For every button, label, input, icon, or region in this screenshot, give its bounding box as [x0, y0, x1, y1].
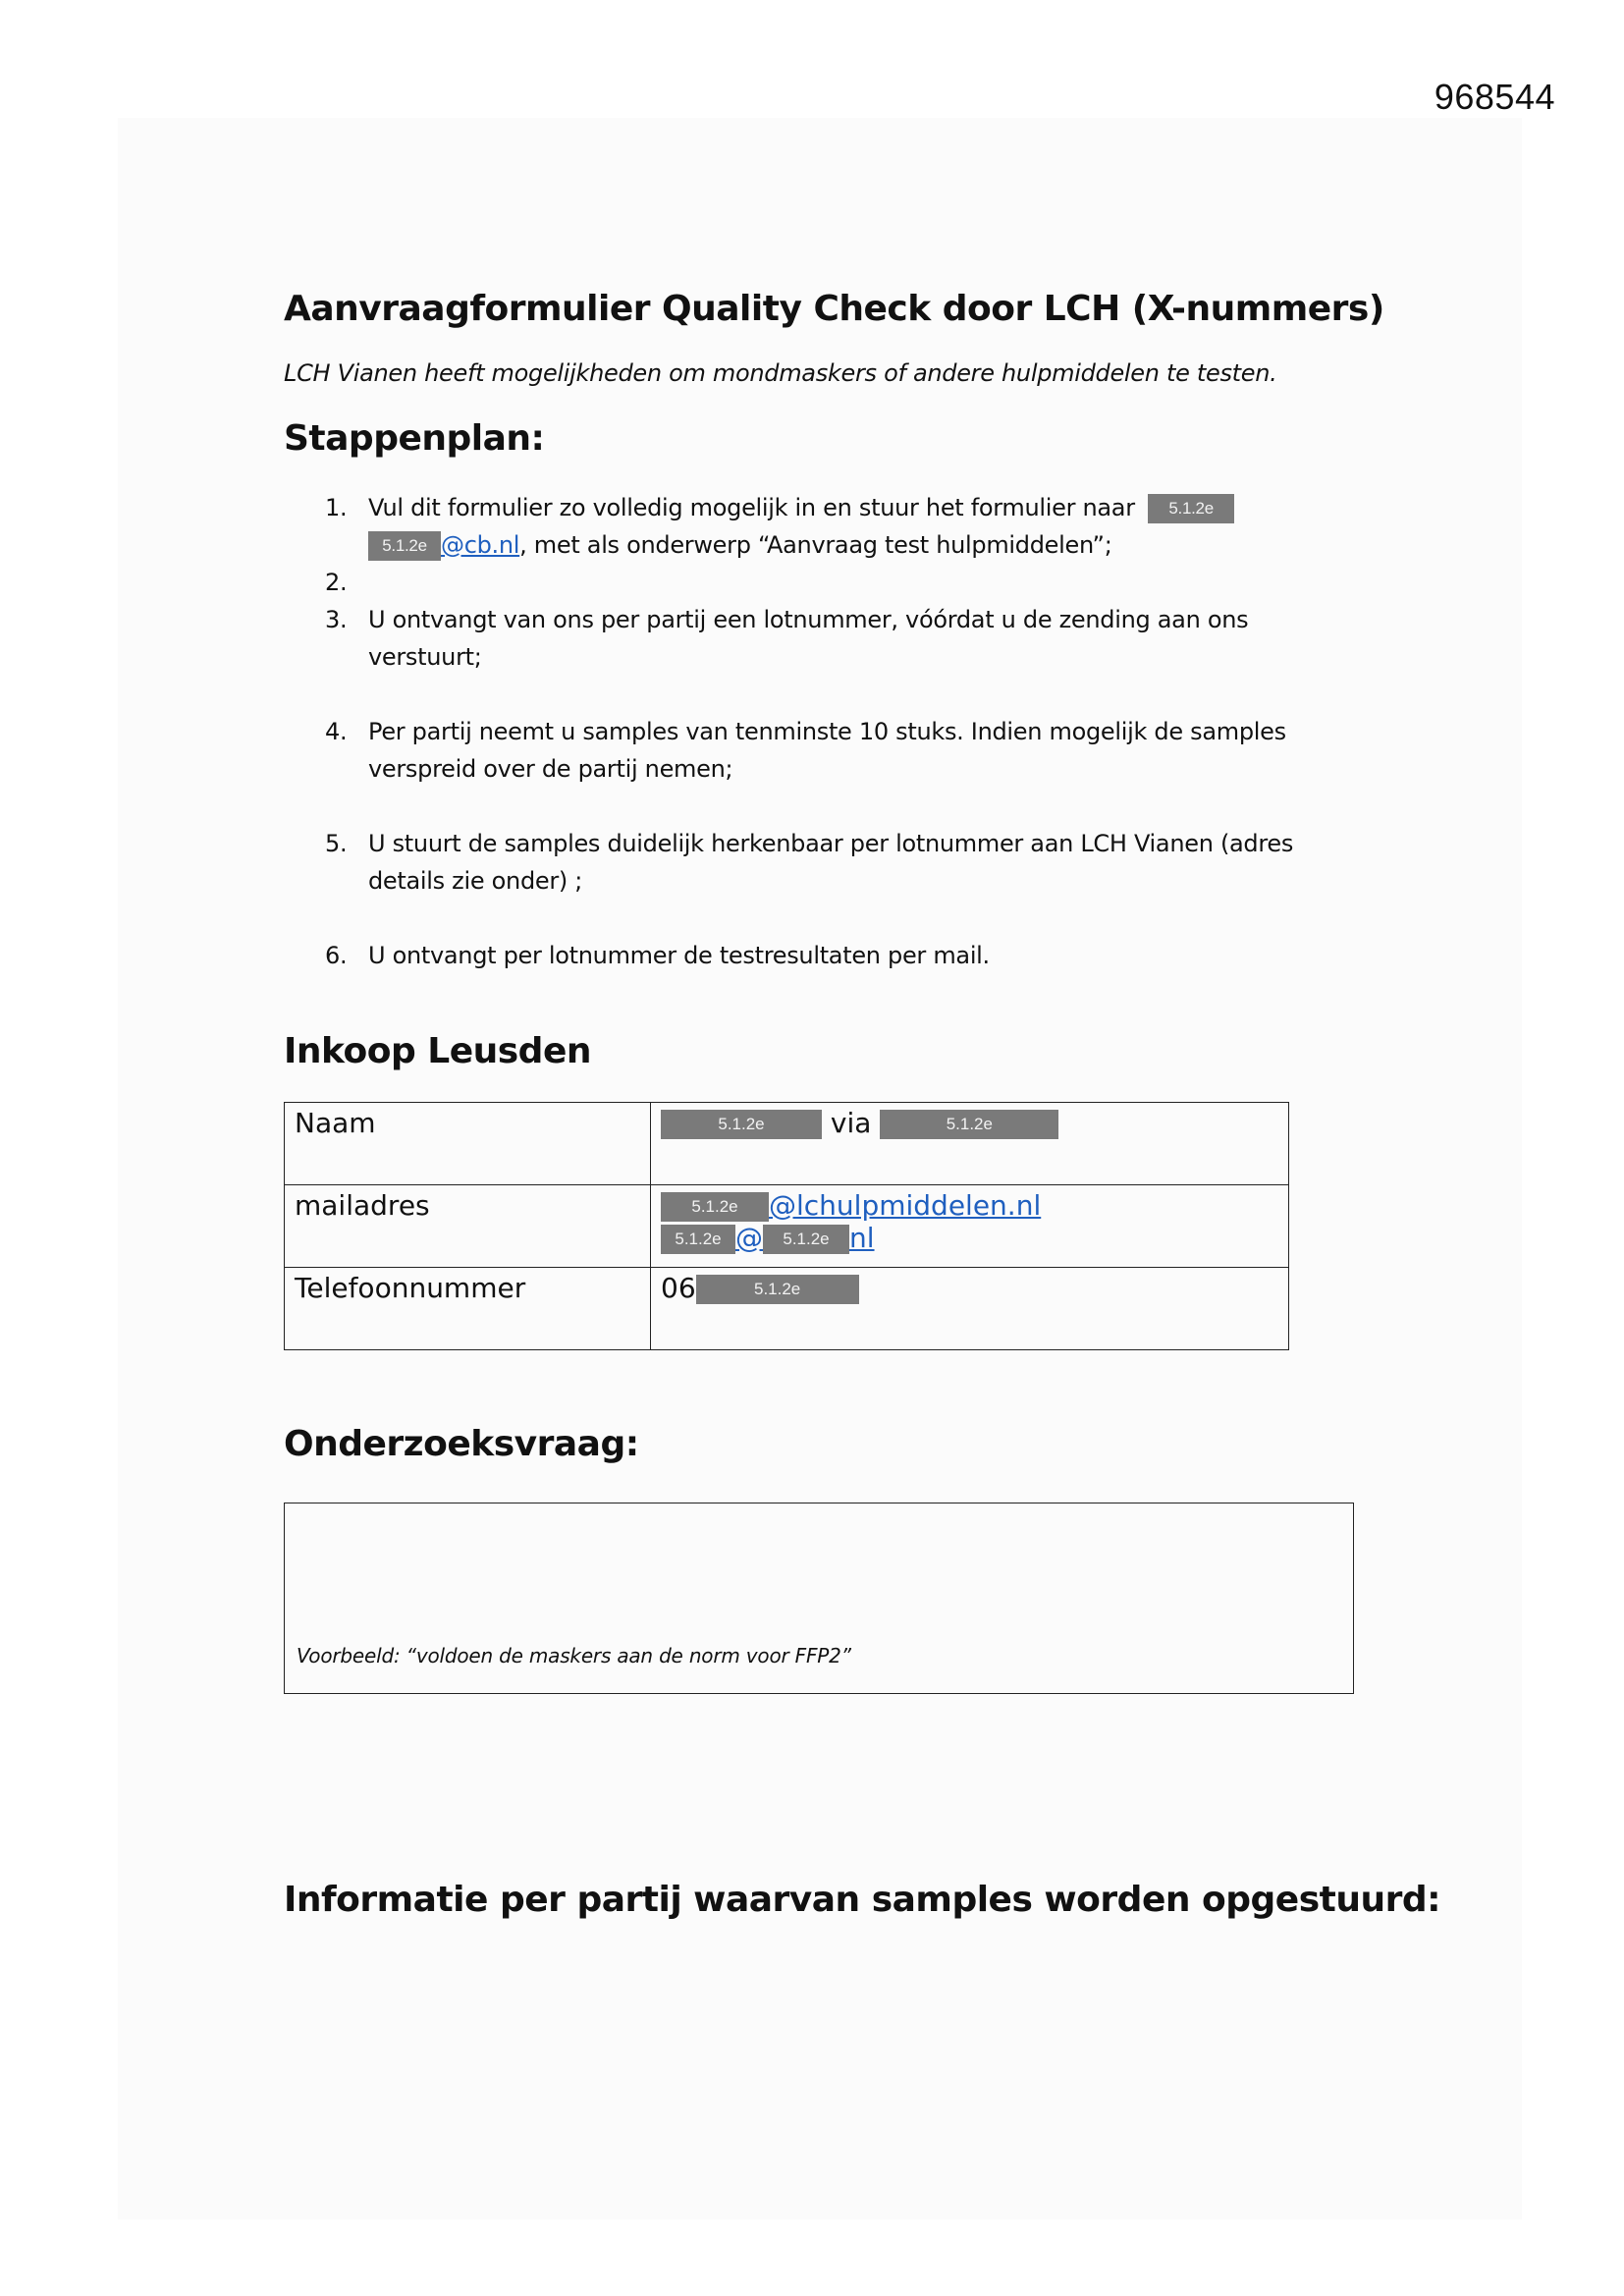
mail-label: mailadres [285, 1185, 651, 1268]
table-row [285, 1268, 1289, 1350]
naam-via: via [830, 1107, 872, 1139]
step-number: 3. [325, 606, 348, 633]
step-number: 4. [325, 718, 348, 745]
redaction-block: 5.1.2e [696, 1275, 859, 1304]
step-text: Per partij neemt u samples van tenminste 10 stuks. Indien mogelijk de samples verspreid over de partij nemen; [368, 718, 1286, 783]
step-text [368, 489, 1311, 564]
email-link[interactable]: @cb.nl [441, 531, 520, 559]
mail-value [651, 1185, 1289, 1268]
email-link-tld[interactable]: nl [849, 1222, 875, 1254]
naam-label: Naam [285, 1103, 651, 1185]
inkoop-heading: Inkoop Leusden [284, 1031, 591, 1071]
redaction-block: 5.1.2e [368, 531, 441, 561]
tel-label: Telefoonnummer [285, 1268, 651, 1350]
redaction-block: 5.1.2e [661, 1110, 822, 1139]
document-id: 968544 [1434, 77, 1555, 117]
tel-value [651, 1268, 1289, 1350]
redaction-block: 5.1.2e [880, 1110, 1058, 1139]
step-number: 1. [325, 494, 348, 521]
onderzoeksvraag-heading: Onderzoeksvraag: [284, 1424, 639, 1464]
step-1-line1: Vul dit formulier zo volledig mogelijk in en stuur het formulier naar [368, 494, 1135, 521]
redaction-block: 5.1.2e [661, 1225, 735, 1254]
step-number: 2. [325, 569, 348, 596]
step-number: 5. [325, 830, 348, 857]
onderzoeksvraag-example: Voorbeeld: “voldoen de maskers aan de norm voor FFP2” [297, 1644, 851, 1667]
step-1-line2: , met als onderwerp “Aanvraag test hulpmiddelen”; [519, 531, 1112, 559]
step-text: U ontvangt per lotnummer de testresultaten per mail. [368, 942, 990, 969]
email-link[interactable]: @lchulpmiddelen.nl [769, 1189, 1042, 1222]
naam-value [651, 1103, 1289, 1185]
redaction-block: 5.1.2e [661, 1192, 769, 1222]
table-row [285, 1185, 1289, 1268]
inkoop-contact-table [284, 1102, 1289, 1350]
redaction-block: 5.1.2e [763, 1225, 849, 1254]
step-text: U ontvangt van ons per partij een lotnummer, vóórdat u de zending aan ons verstuurt; [368, 606, 1249, 671]
table-row [285, 1103, 1289, 1185]
email-link-at[interactable]: @ [735, 1222, 763, 1254]
redaction-block: 5.1.2e [1148, 494, 1234, 523]
form-title: Aanvraagformulier Quality Check door LCH (X-nummers) [284, 289, 1384, 329]
form-intro: LCH Vianen heeft mogelijkheden om mondmaskers of andere hulpmiddelen te testen. [284, 359, 1277, 387]
informatie-heading: Informatie per partij waarvan samples worden opgestuurd: [284, 1880, 1441, 1920]
tel-prefix: 06 [661, 1272, 696, 1304]
onderzoeksvraag-box[interactable] [284, 1503, 1354, 1694]
step-text: U stuurt de samples duidelijk herkenbaar per lotnummer aan LCH Vianen (adres details zie onder) ; [368, 830, 1294, 895]
stappenplan-heading: Stappenplan: [284, 418, 545, 459]
step-number: 6. [325, 942, 348, 969]
